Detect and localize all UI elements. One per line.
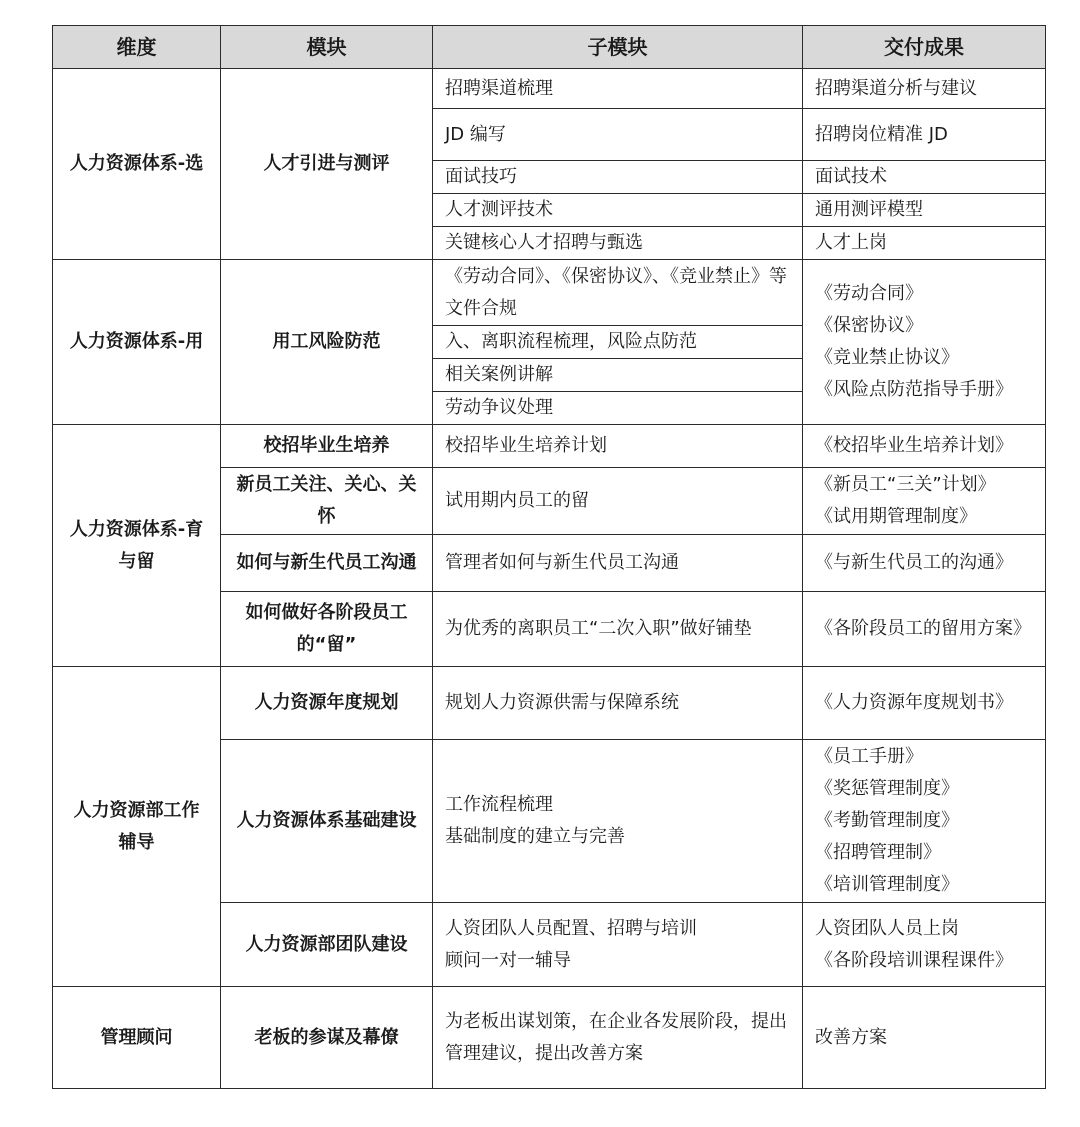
submodule-cell — [433, 903, 803, 987]
deliverable-line: 《员工手册》 — [815, 746, 923, 767]
submodule-cell: 入、离职流程梳理，风险点防范 — [433, 326, 803, 359]
deliverable-line: 人资团队人员上岗 — [815, 917, 959, 939]
deliverable-cell: 通用测评模型 — [803, 194, 1046, 227]
deliverable-cell: 招聘岗位精准 JD — [803, 109, 1046, 161]
deliverable-line: 《招聘管理制》 — [815, 842, 941, 863]
header-row — [53, 26, 1046, 69]
submodule-text: 《劳动合同》、《保密协议》、《竞业禁止》等文件合规 — [445, 265, 787, 319]
submodule-line: 基础制度的建立与完善 — [445, 826, 625, 847]
submodule-cell: 管理者如何与新生代员工沟通 — [433, 535, 803, 592]
dimension-cell: 人力资源体系-用 — [53, 260, 221, 425]
deliverable-cell — [803, 468, 1046, 535]
module-cell: 用工风险防范 — [221, 260, 433, 425]
module-cell: 如何做好各阶段员工的“留” — [221, 592, 433, 667]
dimension-cell: 人力资源体系-选 — [53, 69, 221, 260]
submodule-line: 工作流程梳理 — [445, 794, 553, 815]
deliverable-cell: 《校招毕业生培养计划》 — [803, 425, 1046, 468]
submodule-cell — [433, 260, 803, 326]
module-cell: 如何与新生代员工沟通 — [221, 535, 433, 592]
deliverable-cell: 《人力资源年度规划书》 — [803, 667, 1046, 740]
submodule-cell: 为优秀的离职员工“二次入职”做好铺垫 — [433, 592, 803, 667]
submodule-line: 人资团队人员配置、招聘与培训 — [445, 917, 697, 939]
header-module: 模块 — [221, 26, 433, 69]
deliverable-cell: 人才上岗 — [803, 227, 1046, 260]
deliverable-line: 《风险点防范指导手册》 — [815, 379, 1013, 400]
table-row — [53, 667, 1046, 740]
deliverable-line: 《培训管理制度》 — [815, 874, 959, 895]
submodule-cell — [433, 740, 803, 903]
submodule-cell: 关键核心人才招聘与甄选 — [433, 227, 803, 260]
deliverable-line: 《各阶段培训课程课件》 — [815, 949, 1013, 971]
submodule-cell: 招聘渠道梳理 — [433, 69, 803, 109]
header-submodule: 子模块 — [433, 26, 803, 69]
module-cell: 人力资源体系基础建设 — [221, 740, 433, 903]
submodule-line: 顾问一对一辅导 — [445, 949, 571, 971]
table-row — [53, 69, 1046, 109]
deliverable-line: 《奖惩管理制度》 — [815, 778, 959, 799]
deliverable-line: 《试用期管理制度》 — [815, 506, 977, 527]
dimension-cell: 人力资源体系-育与留 — [53, 425, 221, 667]
deliverable-cell: 招聘渠道分析与建议 — [803, 69, 1046, 109]
module-cell: 人力资源部团队建设 — [221, 903, 433, 987]
deliverable-cell: 面试技术 — [803, 161, 1046, 194]
submodule-cell: 规划人力资源供需与保障系统 — [433, 667, 803, 740]
deliverable-cell: 《与新生代员工的沟通》 — [803, 535, 1046, 592]
deliverable-line: 《劳动合同》 — [815, 283, 923, 304]
deliverable-line: 《保密协议》 — [815, 315, 923, 336]
module-cell: 新员工关注、关心、关怀 — [221, 468, 433, 535]
submodule-cell: 劳动争议处理 — [433, 392, 803, 425]
submodule-cell: 为老板出谋划策，在企业各发展阶段，提出管理建议，提出改善方案 — [433, 987, 803, 1089]
deliverable-cell — [803, 260, 1046, 425]
submodule-cell: 面试技巧 — [433, 161, 803, 194]
deliverable-line: 《考勤管理制度》 — [815, 810, 959, 831]
submodule-cell: 校招毕业生培养计划 — [433, 425, 803, 468]
deliverable-cell — [803, 740, 1046, 903]
dimension-cell: 人力资源部工作辅导 — [53, 667, 221, 987]
submodule-cell: 人才测评技术 — [433, 194, 803, 227]
deliverable-line: 《新员工“三关”计划》 — [815, 474, 996, 495]
table-row — [53, 260, 1046, 326]
module-cell: 人才引进与测评 — [221, 69, 433, 260]
submodule-cell: JD 编写 — [433, 109, 803, 161]
module-cell: 人力资源年度规划 — [221, 667, 433, 740]
deliverable-line: 《竞业禁止协议》 — [815, 347, 959, 368]
header-dimension: 维度 — [53, 26, 221, 69]
dimension-cell: 管理顾问 — [53, 987, 221, 1089]
module-cell: 老板的参谋及幕僚 — [221, 987, 433, 1089]
deliverable-cell: 《各阶段员工的留用方案》 — [803, 592, 1046, 667]
submodule-cell: 试用期内员工的留 — [433, 468, 803, 535]
deliverable-cell — [803, 903, 1046, 987]
header-deliverable: 交付成果 — [803, 26, 1046, 69]
table-row — [53, 425, 1046, 468]
table-row — [53, 987, 1046, 1089]
submodule-cell: 相关案例讲解 — [433, 359, 803, 392]
deliverable-cell: 改善方案 — [803, 987, 1046, 1089]
service-table — [52, 25, 1046, 1089]
module-cell: 校招毕业生培养 — [221, 425, 433, 468]
